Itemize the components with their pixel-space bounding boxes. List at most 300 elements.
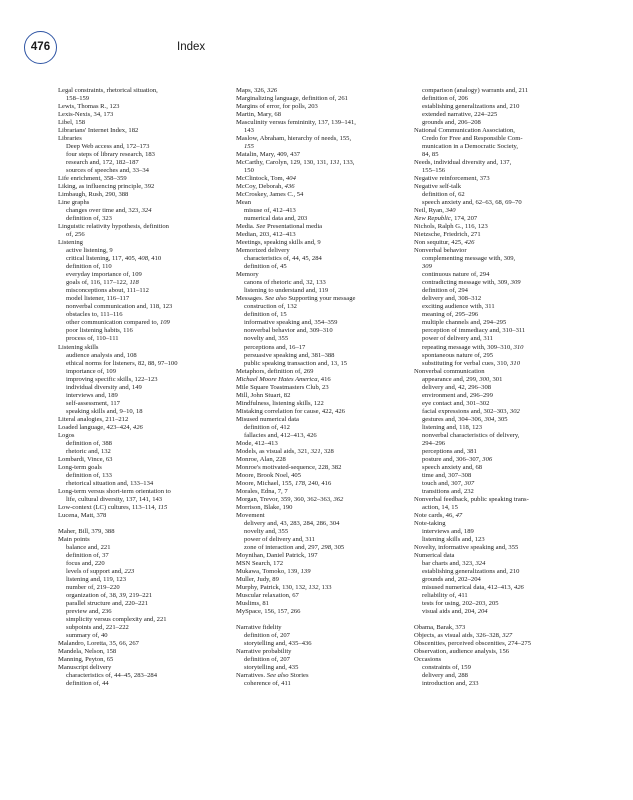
index-entry (58, 504, 222, 512)
entry-text: persuasive speaking and, 381–388 (244, 351, 335, 359)
index-entry (236, 672, 400, 680)
index-subentry (414, 191, 578, 199)
index-entry (236, 552, 400, 560)
italic-locator: 131 (329, 159, 340, 167)
index-subentry (414, 568, 578, 576)
index-entry (414, 215, 578, 223)
index-entry (58, 223, 222, 231)
index-entry (58, 127, 222, 135)
index-entry (58, 512, 222, 520)
index-subentry (414, 279, 578, 287)
index-entry (58, 183, 222, 191)
index-subentry (414, 263, 578, 271)
index-subentry (414, 271, 578, 279)
entry-text: definition of, 207 (244, 656, 290, 664)
entry-text: Morales, Edna, 7, 7 (236, 487, 288, 495)
index-entry (58, 664, 222, 672)
entry-text: extended narrative, 224–225 (422, 111, 498, 119)
index-entry (236, 231, 400, 239)
entry-text: Deep Web access and, 172–173 (66, 143, 150, 151)
italic-locator: See also (264, 295, 287, 303)
entry-text: nonverbal communication and, 118, 123 (66, 303, 173, 311)
entry-text: grounds and, 202–204 (422, 575, 481, 583)
index-subentry (236, 424, 400, 432)
index-subentry (414, 440, 578, 448)
index-entry (236, 568, 400, 576)
entry-text: Memory (236, 271, 259, 279)
entry-text: Numerical data (414, 551, 455, 559)
index-subentry (58, 335, 222, 343)
entry-text: Logos (58, 431, 75, 439)
entry-text: reliability of, 411 (422, 591, 468, 599)
entry-text: Meetings, speaking skills and, 9 (236, 239, 321, 247)
entry-text: storytelling and, 435–436 (244, 640, 312, 648)
index-subentry (414, 408, 578, 416)
italic-locator: 223 (124, 567, 135, 575)
entry-text: Main points (58, 535, 90, 543)
entry-text: Martin, Mary, 68 (236, 111, 281, 119)
index-subentry (58, 632, 222, 640)
index-subentry (414, 151, 578, 159)
index-entry (414, 496, 578, 504)
italic-locator: 426 (464, 239, 475, 247)
entry-text: , 410 (147, 255, 162, 263)
entry-text: definition of, 207 (244, 632, 290, 640)
entry-text: bar charts and, 323, (422, 559, 476, 567)
index-entry (58, 432, 222, 440)
index-entry (414, 640, 578, 648)
entry-text: grounds and, 206–208 (422, 119, 481, 127)
index-subentry (58, 143, 222, 151)
index-entry (58, 648, 222, 656)
index-subentry (58, 672, 222, 680)
entry-text: canons of rhetoric and, 32, 133 (244, 279, 326, 287)
index-entry (236, 416, 400, 424)
entry-text: Morrison, Blake, 190 (236, 503, 293, 511)
index-subentry (58, 472, 222, 480)
entry-text: misuse of, 412–413 (244, 207, 296, 215)
index-entry (58, 528, 222, 536)
index-subentry (414, 360, 578, 368)
index-entry (414, 239, 578, 247)
index-subentry (236, 664, 400, 672)
italic-locator: 204 (477, 608, 488, 616)
index-subentry (414, 287, 578, 295)
index-subentry (58, 271, 222, 279)
index-subentry (58, 159, 222, 167)
entry-text: 84, 85 (422, 151, 439, 159)
entry-text: Nonverbal communication (414, 367, 485, 375)
index-entry (236, 512, 400, 520)
entry-text: Mean (236, 199, 252, 207)
index-subentry (236, 344, 400, 352)
entry-text: Low-context (LC) cultures, 113–114, (58, 503, 158, 511)
entry-text: delivery and, 43, 283, 284, 286, 304 (244, 519, 340, 527)
italic-locator: 408 (138, 255, 148, 263)
index-entry (236, 151, 400, 159)
index-subentry (414, 392, 578, 400)
index-subentry (236, 432, 400, 440)
index-subentry (236, 167, 400, 175)
index-subentry (414, 103, 578, 111)
index-subentry (236, 311, 400, 319)
entry-text: Misused numerical data (236, 415, 299, 423)
index-entry (58, 135, 222, 143)
index-subentry (414, 327, 578, 335)
entry-text: Linguistic relativity hypothesis, definition (58, 223, 169, 231)
entry-text: Lexis-Nexis, 34, 173 (58, 111, 114, 119)
entry-text: Observation, audience analysis, 156 (414, 648, 510, 656)
index-subentry (58, 255, 222, 263)
index-entry (236, 472, 400, 480)
index-columns (58, 87, 578, 688)
index-entry (414, 656, 578, 664)
index-subentry (414, 672, 578, 680)
entry-text: repeating message with, 309–310, (422, 343, 514, 351)
index-subentry (414, 303, 578, 311)
entry-text: Long-term goals (58, 463, 102, 471)
entry-text: Masculinity versus femininity, 137, 139–141, (236, 119, 356, 127)
index-entry (236, 480, 400, 488)
entry-text: time and, 307–308 (422, 471, 472, 479)
entry-text: Mindfulness, listening skills, 122 (236, 399, 324, 407)
entry-text: gestures and, 304–306, (422, 415, 485, 423)
entry-text: Malandro, Loretta, 35, 66, 267 (58, 640, 139, 648)
index-subentry (58, 279, 222, 287)
entry-text: everyday importance of, 109 (66, 271, 142, 279)
italic-locator: 310 (513, 343, 524, 351)
italic-locator: 310 (510, 359, 520, 367)
entry-text: meaning of, 295–296 (422, 311, 479, 319)
index-subentry (236, 279, 400, 287)
entry-text: definition of, 206 (422, 95, 468, 103)
entry-text: Messages. (236, 295, 265, 303)
entry-text: balance and, 221 (66, 543, 111, 551)
index-subentry (414, 560, 578, 568)
entry-text: summary of, 40 (66, 632, 108, 640)
index-entry (236, 608, 400, 616)
index-subentry (58, 624, 222, 632)
entry-text: Mukawa, Tomoko, 139, (236, 567, 301, 575)
index-entry (236, 103, 400, 111)
index-subentry (236, 143, 400, 151)
entry-text: levels of support and, (66, 567, 125, 575)
entry-text: establishing generalizations and, 210 (422, 567, 520, 575)
entry-text: Librarians' Internet Index, 182 (58, 127, 139, 135)
page-number: 476 (24, 31, 57, 64)
index-subentry (236, 656, 400, 664)
entry-text: establishing generalizations and, 210 (422, 103, 520, 111)
index-entry (58, 199, 222, 207)
entry-text: listening to understand and, 119 (244, 287, 329, 295)
entry-text: characteristics of, 44, 45, 284 (244, 255, 322, 263)
entry-text: MSN Search, 172 (236, 559, 284, 567)
entry-text: Libel, 158 (58, 119, 86, 127)
index-subentry (414, 111, 578, 119)
index-entry (236, 175, 400, 183)
entry-text: Moore, Michael, 155, (236, 479, 295, 487)
entry-text: Mile Square Toastmasters Club, 23 (236, 383, 329, 391)
index-column-1 (58, 87, 222, 688)
entry-text: Memorized delivery (236, 247, 290, 255)
italic-locator: 327 (502, 632, 513, 640)
entry-text: storytelling and, 435 (244, 664, 299, 672)
entry-text: introduction and, 233 (422, 680, 479, 688)
entry-text: interviews and, 189 (422, 527, 474, 535)
entry-text: Literal analogies, 211–212 (58, 415, 129, 423)
index-entry (236, 488, 400, 496)
index-entry (414, 231, 578, 239)
entry-text: exciting audience with, 311 (422, 303, 495, 311)
entry-text: continuous nature of, 294 (422, 271, 490, 279)
entry-text: model listener, 116–117 (66, 295, 130, 303)
entry-text: Monroe, Alan, 228 (236, 455, 286, 463)
section-title: Index (177, 41, 206, 53)
entry-text: Media. (236, 223, 257, 231)
index-entry (58, 103, 222, 111)
index-subentry (414, 680, 578, 688)
entry-text: Nichols, Ralph G., 116, 123 (414, 223, 488, 231)
letter-group-gap (236, 616, 400, 624)
index-subentry (236, 632, 400, 640)
index-subentry (414, 295, 578, 303)
italic-locator: 306 (482, 455, 493, 463)
index-subentry (58, 295, 222, 303)
index-subentry (58, 592, 222, 600)
index-subentry (236, 255, 400, 263)
index-subentry (58, 544, 222, 552)
index-subentry (414, 167, 578, 175)
index-subentry (236, 536, 400, 544)
entry-text: audience analysis and, 108 (66, 351, 137, 359)
entry-text: , 174, 207 (450, 215, 478, 223)
entry-text: listening skills and, 123 (422, 535, 485, 543)
entry-text: obstacles to, 111–116 (66, 311, 123, 319)
index-subentry (58, 352, 222, 360)
index-entry (414, 368, 578, 376)
index-subentry (414, 472, 578, 480)
index-subentry (58, 95, 222, 103)
entry-text: Novelty, informative speaking and, 355 (414, 543, 519, 551)
index-subentry (414, 464, 578, 472)
entry-text: nonverbal behavior and, 309–310 (244, 327, 333, 335)
index-entry (58, 344, 222, 352)
index-entry (414, 552, 578, 560)
entry-text: power of delivery and, 311 (422, 335, 493, 343)
index-entry (58, 119, 222, 127)
entry-text: speech anxiety and, 68 (422, 463, 483, 471)
index-entry (58, 239, 222, 247)
index-entry (58, 536, 222, 544)
entry-text: Margins of error, for polls, 203 (236, 103, 318, 111)
entry-text: Manning, Peyton, 65 (58, 656, 114, 664)
entry-text: multiple channels and, 294–295 (422, 319, 507, 327)
index-subentry (236, 127, 400, 135)
index-entry (236, 440, 400, 448)
entry-text: , 133 (318, 583, 332, 591)
entry-text: MySpace, 156, 157, 266 (236, 608, 301, 616)
index-subentry (58, 231, 222, 239)
entry-text: , 219–221 (125, 591, 153, 599)
index-subentry (58, 215, 222, 223)
index-entry (58, 416, 222, 424)
index-entry (414, 520, 578, 528)
index-subentry (236, 327, 400, 335)
italic-locator: 426 (513, 583, 524, 591)
entry-text: facial expressions and, 302–303, (422, 407, 510, 415)
entry-text: perceptions and, 381 (422, 447, 477, 455)
italic-locator: 321 (310, 447, 321, 455)
index-entry (414, 127, 578, 135)
index-subentry (58, 480, 222, 488)
italic-locator: 155 (244, 143, 254, 151)
index-entry (236, 159, 400, 167)
entry-text: 158–159 (66, 95, 90, 103)
index-subentry (414, 319, 578, 327)
index-entry (236, 295, 400, 303)
entry-text: substituting for verbal cues, 310, (422, 359, 511, 367)
index-subentry (414, 143, 578, 151)
italic-locator: 340 (445, 207, 456, 215)
index-subentry (414, 384, 578, 392)
index-entry (236, 464, 400, 472)
index-entry (236, 584, 400, 592)
entry-text: 150 (244, 167, 254, 175)
index-subentry (58, 207, 222, 215)
index-subentry (58, 440, 222, 448)
entry-text: zone of interaction and, 297, (244, 543, 322, 551)
entry-text: 294–296 (422, 439, 446, 447)
entry-text: Non sequitur, 425, (414, 239, 465, 247)
entry-text: eye contact and, 301–302 (422, 399, 490, 407)
index-subentry (414, 456, 578, 464)
entry-text: definition of, 62 (422, 191, 465, 199)
index-entry (236, 456, 400, 464)
index-subentry (414, 95, 578, 103)
entry-text: Muscular relaxation, 67 (236, 591, 299, 599)
entry-text: preview and, 236 (66, 608, 112, 615)
entry-text: active listening, 9 (66, 247, 113, 255)
index-subentry (414, 600, 578, 608)
entry-text: simplicity versus complexity and, 221 (66, 616, 167, 624)
entry-text: delivery and, 288 (422, 672, 468, 680)
italic-locator: 426 (132, 423, 143, 431)
entry-text: Long-term versus short-term orientation to (58, 487, 171, 495)
italic-locator: See (256, 223, 266, 231)
entry-text: fallacies and, 412–413, 426 (244, 431, 317, 439)
index-subentry (414, 504, 578, 512)
index-entry (236, 119, 400, 127)
entry-text: definition of, 15 (244, 311, 287, 319)
entry-text: action, 14, 15 (422, 503, 458, 511)
index-subentry (414, 255, 578, 263)
index-subentry (58, 400, 222, 408)
index-subentry (414, 480, 578, 488)
index-subentry (58, 368, 222, 376)
index-entry (414, 223, 578, 231)
italic-locator: 326 (267, 87, 278, 94)
entry-text: posture and, 306–307, (422, 455, 483, 463)
entry-text: Liking, as influencing principle, 392 (58, 183, 155, 191)
entry-text: Manuscript delivery (58, 664, 112, 672)
entry-text: Metaphors, definition of, 269 (236, 367, 314, 375)
index-entry (236, 504, 400, 512)
entry-text: , 133, (339, 159, 355, 167)
index-subentry (58, 360, 222, 368)
index-entry (236, 592, 400, 600)
index-subentry (58, 384, 222, 392)
index-entry (58, 87, 222, 95)
italic-locator: 436 (284, 183, 295, 191)
index-subentry (236, 528, 400, 536)
entry-text: Note-taking (414, 519, 446, 527)
entry-text: perceptions and, 16–17 (244, 343, 306, 351)
page-header (24, 30, 205, 64)
entry-text: Stories (288, 672, 309, 680)
entry-text: delivery and, 308–312 (422, 295, 482, 303)
entry-text: Listening (58, 239, 83, 247)
entry-text: coherence of, 411 (244, 680, 291, 688)
entry-text: rhetoric and, 132 (66, 447, 111, 455)
italic-locator: 115 (157, 503, 168, 511)
entry-text: Narrative probability (236, 648, 292, 656)
index-subentry (414, 608, 578, 616)
index-entry (58, 191, 222, 199)
entry-text: self-assessment, 117 (66, 399, 120, 407)
italic-locator: 362 (333, 495, 344, 503)
entry-text: , 328 (320, 447, 334, 455)
index-entry (414, 247, 578, 255)
entry-text: , 305 (330, 543, 345, 551)
entry-text: power of delivery and, 311 (244, 535, 315, 543)
entry-text: , 305 (494, 415, 508, 423)
index-subentry (414, 424, 578, 432)
entry-text: Mandela, Nelson, 158 (58, 648, 117, 656)
entry-text: definition of, 412 (244, 423, 290, 431)
entry-text: Murphy, Patrick, 130, 132, (236, 583, 309, 591)
entry-text: spontaneous nature of, 295 (422, 351, 494, 359)
entry-text: definition of, 388 (66, 439, 112, 447)
entry-text: Movement (236, 511, 265, 519)
entry-text: Nietzsche, Friedrich, 271 (414, 231, 481, 239)
entry-text: constraints of, 159 (422, 664, 471, 672)
italic-locator: 324 (475, 559, 486, 567)
index-subentry (58, 263, 222, 271)
letter-group-gap (414, 616, 578, 624)
entry-text: Lombardi, Vince, 63 (58, 455, 113, 463)
entry-text: McClintock, Tom, (236, 175, 286, 183)
entry-text: life, cultural diversity, 137, 141, 143 (66, 495, 163, 503)
entry-text: Mode, 412–413 (236, 439, 278, 447)
index-entry (414, 624, 578, 632)
italic-locator: 300 (479, 375, 490, 383)
index-subentry (58, 576, 222, 584)
entry-text: other communication compared to, (66, 319, 160, 327)
index-subentry (58, 680, 222, 688)
entry-text: Matalin, Mary, 409, 437 (236, 151, 301, 159)
index-column-2 (236, 87, 400, 688)
index-subentry (58, 303, 222, 311)
italic-locator: 304 (484, 415, 495, 423)
entry-text: Obama, Barak, 373 (414, 624, 466, 632)
entry-text: Monroe's motivated-sequence, 228, 382 (236, 463, 342, 471)
index-entry (236, 560, 400, 568)
index-entry (414, 159, 578, 167)
index-subentry (236, 335, 400, 343)
entry-text: Libraries (58, 135, 82, 143)
index-subentry (236, 215, 400, 223)
index-entry (414, 183, 578, 191)
